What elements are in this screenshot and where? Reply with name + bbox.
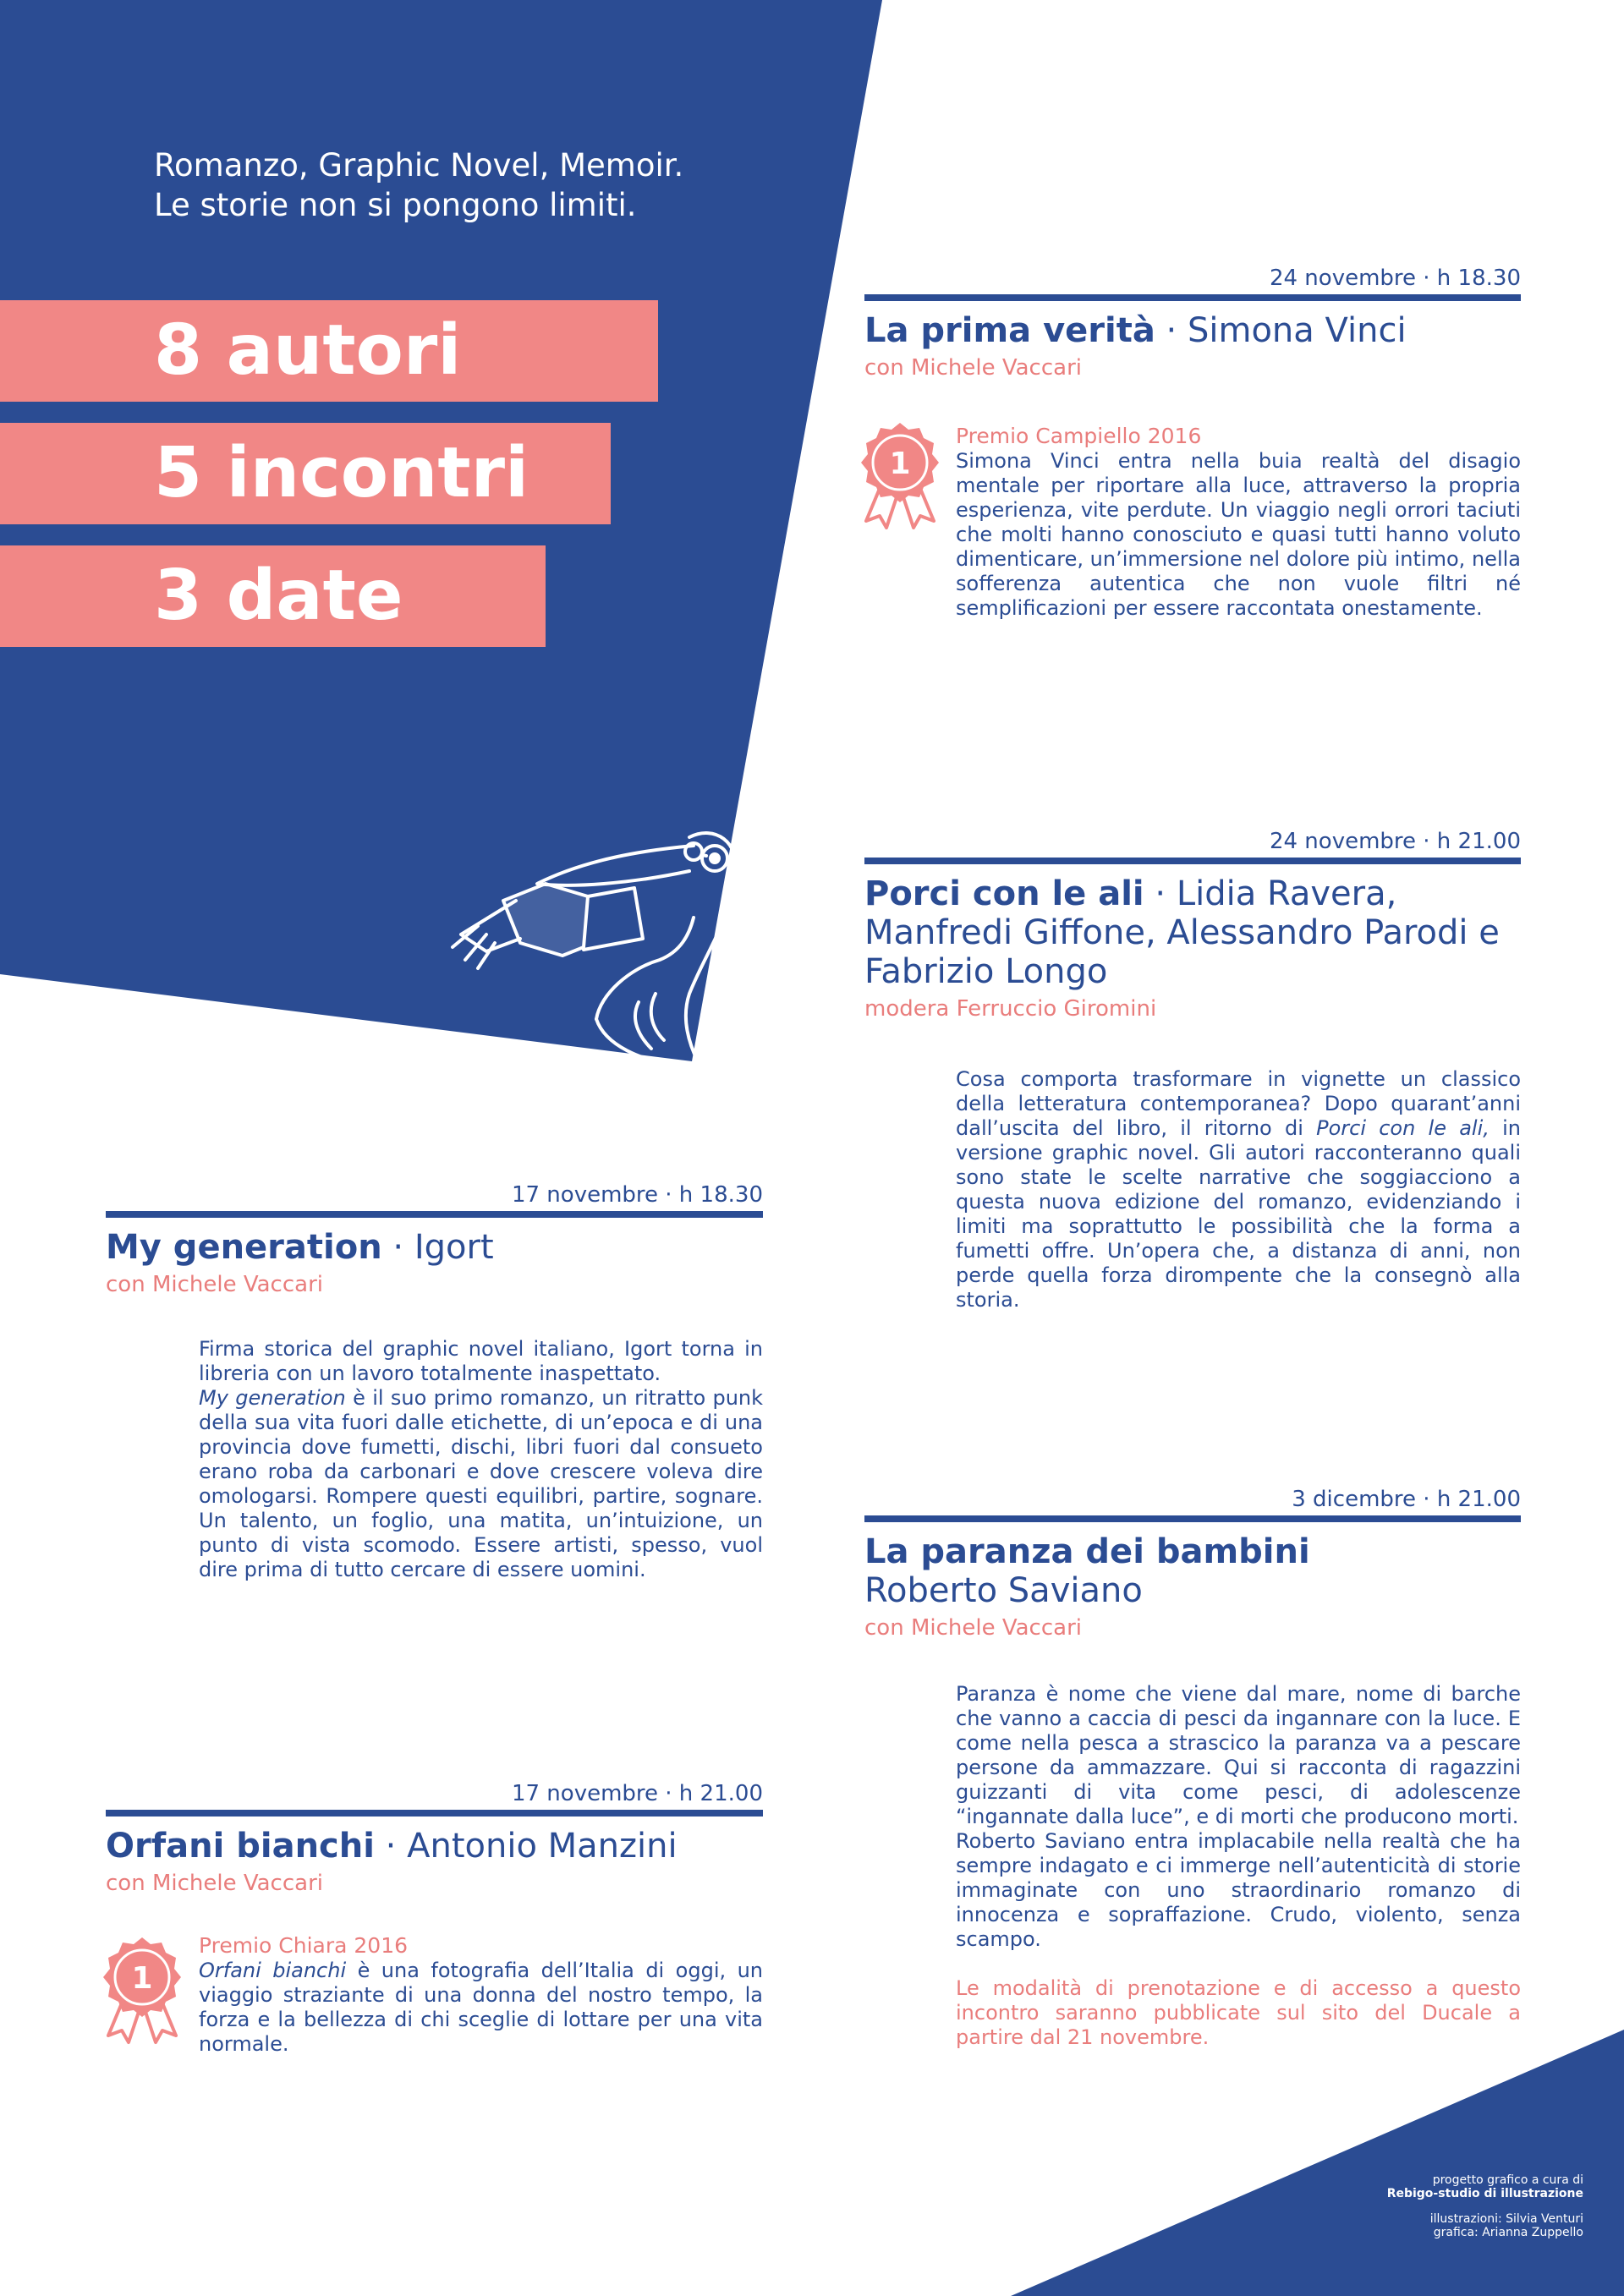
- credits-illustrations: illustrazioni: Silvia Venturi: [1429, 2212, 1583, 2226]
- book-title: La prima verità: [864, 311, 1155, 350]
- moderator: con Michele Vaccari: [106, 1871, 323, 1896]
- moderator: modera Ferruccio Giromini: [864, 996, 1157, 1022]
- prize-rank: 1: [131, 1961, 153, 1996]
- event-title: [864, 1532, 1521, 1610]
- event-title: [106, 1827, 763, 1866]
- description-text: Cosa comporta trasformare in vignette un classico della letteratura contemporanea? Dopo quarant’anni dall’uscita del libro, il ritorno di: [956, 1067, 1521, 1140]
- event-title: [864, 874, 1521, 991]
- tagline-line-1: Romanzo, Graphic Novel, Memoir.: [154, 147, 684, 184]
- event-date: 17 novembre · h 21.00: [106, 1779, 763, 1817]
- tagline: [154, 145, 797, 225]
- author-name: Roberto Saviano: [864, 1571, 1143, 1610]
- booking-note: Le modalità di prenotazione e di accesso a questo incontro saranno pubblicate sul sito del Ducale a partire dal 21 novembre.: [956, 1976, 1521, 2049]
- event-date: 3 dicembre · h 21.00: [864, 1485, 1521, 1522]
- event-my-generation-body: [199, 1337, 763, 1582]
- event-porci-con-le-ali: [864, 827, 1521, 1023]
- author-names: Fabrizio Longo: [864, 952, 1108, 991]
- event-date: 24 novembre · h 21.00: [864, 827, 1521, 864]
- description-paragraph-2: Roberto Saviano entra implacabile nella realtà che ha sempre indagato e ci immerge nell’autenticità di storie immaginate con uno straordinario romanzo di innocenza e sopraffazione. Crudo, violento, senza scampo.: [956, 1829, 1521, 1951]
- moderator: con Michele Vaccari: [864, 355, 1082, 381]
- credits-graphics: grafica: Arianna Zuppello: [1433, 2226, 1583, 2239]
- book-title: My generation: [106, 1228, 382, 1267]
- credits-studio: Rebigo-studio di illustrazione: [1386, 2187, 1583, 2200]
- event-orfani-bianchi: [106, 1779, 763, 1898]
- event-la-prima-verita-body: [956, 423, 1521, 621]
- event-description: [956, 449, 1521, 621]
- event-description: [199, 1959, 763, 2057]
- event-date: 24 novembre · h 18.30: [864, 264, 1521, 301]
- event-title: [106, 1228, 763, 1267]
- author-name: Antonio Manzini: [407, 1827, 678, 1866]
- stat-authors: 8 autori: [0, 300, 658, 402]
- book-title: Porci con le ali: [864, 874, 1144, 913]
- description-paragraph: Simona Vinci entra nella buia realtà del disagio mentale per riportare alla luce, attraverso la propria esperienza, vite perdute. Un viaggio negli orrori taciuti che molti hanno conosciuto e quasi tutti hanno voluto dimenticare, un’immersione nel dolore più intimo, nella sofferenza autentica che non vuole filtri né semplificazioni per essere raccontata onestamente.: [956, 449, 1521, 620]
- prize-label: Premio Chiara 2016: [199, 1933, 409, 1958]
- pelican-reading-icon: [436, 799, 757, 1070]
- description-italic: Orfani bianchi: [199, 1959, 347, 1982]
- description-paragraph-1: Firma storica del graphic novel italiano, Igort torna in libreria con un lavoro totalmente inaspettato.: [199, 1337, 763, 1385]
- event-title: [864, 311, 1521, 350]
- title-separator: ·: [381, 1228, 414, 1267]
- description-paragraph-1: Paranza è nome che viene dal mare, nome di barche che vanno a caccia di pesci da ingannare con la luce. E come nella pesca a strascico la paranza va a pescare persone da ammazzare. Qui si racconta di ragazzini guizzanti di vita come pesci, di adolescenze “ingannate dalla luce”, e di morti che producono morti.: [956, 1682, 1521, 1828]
- author-name: Igort: [414, 1228, 494, 1267]
- event-description: [199, 1337, 763, 1582]
- event-porci-con-le-ali-body: [956, 1067, 1521, 1312]
- credits: [1387, 2173, 1583, 2239]
- tagline-line-2: Le storie non si pongono limiti.: [154, 187, 637, 223]
- event-la-prima-verita: [864, 264, 1521, 382]
- event-orfani-bianchi-body: [199, 1932, 763, 2057]
- description-text: in versione graphic novel. Gli autori racconteranno quali sono state le scelte narrative che soggiacciono a questa nuova edizione del romanzo, evidenziando i limiti ma soprattutto le possibilità che la forma a fumetti offre. Un’opera che, a distanza di anni, non perde quella forza dirompente che la consegnò alla storia.: [956, 1116, 1521, 1312]
- description-italic: My generation: [199, 1386, 346, 1410]
- author-name: Simona Vinci: [1187, 311, 1407, 350]
- book-title: La paranza dei bambini: [864, 1532, 1310, 1571]
- event-description: [956, 1682, 1521, 2050]
- description-italic: Porci con le ali,: [1316, 1116, 1490, 1140]
- title-separator: ·: [1144, 874, 1177, 913]
- book-title: Orfani bianchi: [106, 1827, 375, 1866]
- author-names: Manfredi Giffone, Alessandro Parodi e: [864, 913, 1500, 952]
- moderator: con Michele Vaccari: [864, 1615, 1082, 1641]
- prize-rank: 1: [889, 447, 911, 481]
- award-ribbon-icon: [102, 1936, 183, 2046]
- moderator: con Michele Vaccari: [106, 1272, 323, 1297]
- title-separator: ·: [1155, 311, 1188, 350]
- event-description: [956, 1067, 1521, 1312]
- award-ribbon-icon: [859, 421, 941, 531]
- title-separator: ·: [374, 1827, 408, 1866]
- stat-meetings: 5 incontri: [0, 423, 611, 524]
- event-la-paranza-dei-bambini: [864, 1485, 1521, 1642]
- description-text: è il suo primo romanzo, un ritratto punk della sua vita fuori dalle etichette, di un’epoca e di una provincia dove fumetti, dischi, libri fuori dal consueto erano roba da carbonari e dove crescere voleva dire omologarsi. Rompere questi equilibri, partire, sognare. Un talento, un foglio, una matita, un’intuizione, un punto di vista scomodo. Essere artisti, spesso, vuol dire prima di tutto cercare di essere uomini.: [199, 1386, 764, 1581]
- prize-label: Premio Campiello 2016: [956, 424, 1202, 448]
- event-date: 17 novembre · h 18.30: [106, 1181, 763, 1218]
- credits-line: progetto grafico a cura di: [1432, 2173, 1583, 2187]
- event-la-paranza-body: [956, 1682, 1521, 2050]
- stat-dates: 3 date: [0, 545, 546, 647]
- author-name: Lidia Ravera,: [1176, 874, 1397, 913]
- event-my-generation: [106, 1181, 763, 1299]
- description-text: è una fotografia dell’Italia di oggi, un viaggio straziante di una donna del nostro tempo, la forza e la bellezza di chi sceglie di lottare per una vita normale.: [199, 1959, 763, 2056]
